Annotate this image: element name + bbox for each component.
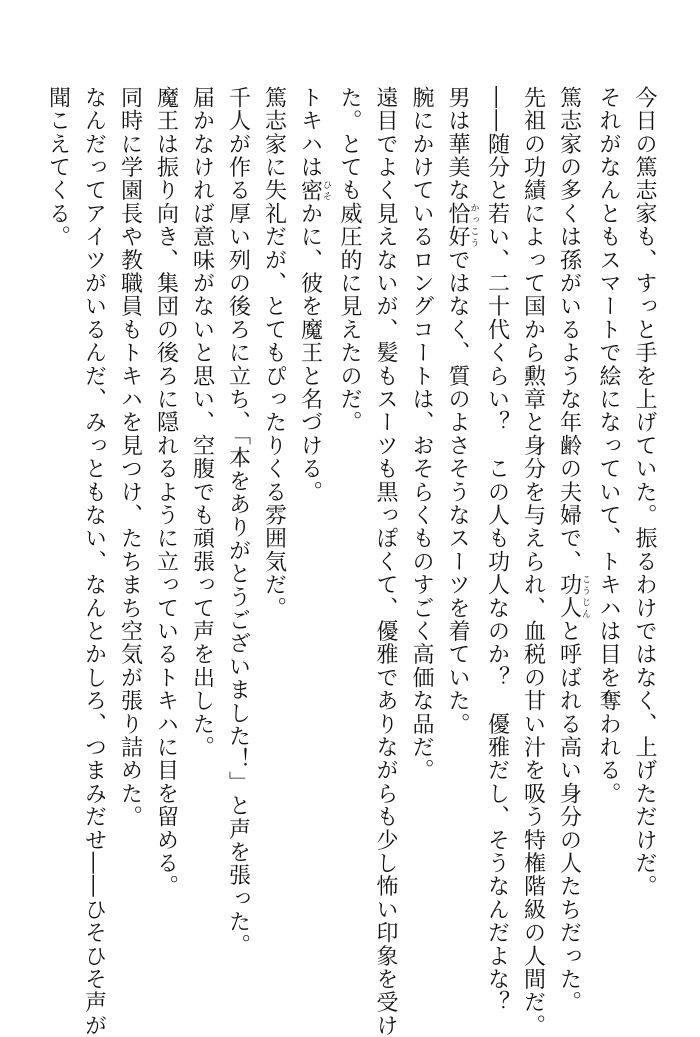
furigana-koujin: こうじん — [580, 573, 590, 620]
text-line-2: それがなんともスマートで絵になっていて、トキハは目を奪われる。 — [596, 86, 621, 806]
text-line-3-end: と呼ばれる高い身分の人たちだった。 — [556, 619, 582, 1015]
text-line-16: なんだってアイツがいるんだ、みっともない、なんとかしろ、つまみだせ――ひそひそ声が — [81, 86, 107, 1037]
text-line-6 — [439, 86, 479, 966]
text-line-11: 篤志家に失礼だが、とてもぴったりくる雰囲気だ。 — [261, 86, 287, 620]
furigana-hiso: ひそ — [321, 178, 331, 203]
text-line-12: 千人が作る厚い列の後ろに立ち、「本をありがとうございました！」と声を張った。 — [225, 86, 251, 957]
ruby-koujin: 功人こうじん — [556, 573, 590, 620]
text-line-9: た。とても威圧的に見えたのだ。 — [337, 86, 362, 434]
text-line-13: 届かなければ意味がないと思い、空腹でも頑張って声を出した。 — [189, 86, 215, 759]
text-line-3 — [551, 86, 591, 1015]
vertical-text-body — [40, 86, 663, 1037]
ruby-hiso: 密ひそ — [297, 178, 331, 203]
furigana-kakkou: かっこう — [468, 202, 479, 249]
text-line-10-end: かに、彼を魔王と名づける。 — [297, 202, 323, 504]
text-line-8: 遠目でよく見えないが、髪もスーツも黒っぽくて、優雅でありながらも少し怖い印象を受け — [373, 86, 398, 1037]
text-line-7: 腕にかけているロングコートは、おそらくものすごく高価な品だ。 — [409, 86, 434, 782]
text-line-4: 先祖の功績によって国から勲章と身分を与えられ、血税の甘い汁を吸う特権階級の人間だ。 — [520, 86, 546, 1037]
text-line-14: 魔王は振り向き、集団の後ろに隠れるように立っているトキハに目を留める。 — [153, 86, 179, 898]
text-line-1: 今日の篤志家も、すっと手を上げていた。振るわけではなく、上げただけだ。 — [632, 86, 657, 898]
text-line-5: ――随分と若い、二十代くらい？ この人も功人なのか？ 優雅だし、そうなんだよな？ — [484, 86, 510, 1014]
text-line-10 — [292, 86, 332, 966]
text-line-6-start: 男は華美な — [445, 86, 470, 202]
text-line-6-end: ではなく、質のよさそうなスーツを着ていた。 — [445, 248, 470, 736]
ruby-kakkou: 恰好かっこう — [445, 202, 479, 249]
text-line-15: 同時に学園長や教職員もトキハを見つけ、たちまち空気が張り詰めた。 — [117, 86, 143, 829]
text-line-3-start: 篤志家の多くは孫がいるような年齢の夫婦で、 — [556, 86, 582, 574]
text-line-10-start: トキハは — [297, 86, 323, 179]
text-line-17: 聞こえてくる。 — [45, 86, 71, 249]
